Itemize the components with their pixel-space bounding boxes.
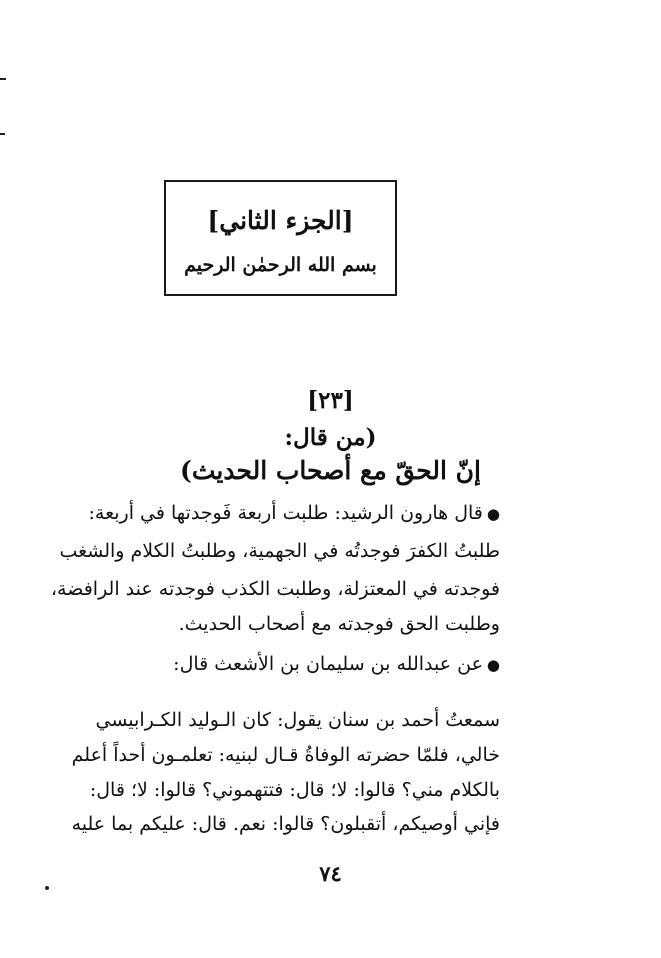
section-heading: إنّ الحقّ مع أصحاب الحديث) xyxy=(180,456,481,485)
section-number: [٢٣] xyxy=(307,387,354,414)
text-line-content: قال هارون الرشيد: طلبت أربعة فَوجدتها في أربعة: xyxy=(88,502,483,524)
text-line: فوجدته في المعتزلة، وطلبت الكذب فوجدته عند الرافضة، xyxy=(50,578,500,600)
text-line: خالي، فلمّا حضرته الوفاةُ قـال لبنيه: تعلمـون أحداً أعلم xyxy=(71,744,500,766)
page-number: ٧٤ xyxy=(319,861,342,886)
text-line: سمعتُ أحمد بن سنان يقول: كان الـوليد الكـرابيسي xyxy=(95,709,500,731)
text-line-content: عن عبدالله بن سليمان بن الأشعث قال: xyxy=(173,653,483,675)
scan-mark xyxy=(0,133,5,135)
bullet-icon: ● xyxy=(486,505,500,523)
section-attribution: (من قال: xyxy=(284,424,377,451)
text-line: وطلبت الحق فوجدته مع أصحاب الحديث. xyxy=(178,613,500,635)
scan-mark xyxy=(0,78,6,80)
part-title: [الجزء الثاني] xyxy=(207,206,354,235)
basmala: بسم الله الرحمٰن الرحيم xyxy=(184,254,377,276)
text-line xyxy=(158,647,500,681)
bullet-icon: ● xyxy=(486,656,500,674)
text-line xyxy=(88,496,500,530)
text-line: فإني أوصيكم، أتقبلون؟ قالوا: نعم. قال: عليكم بما عليه xyxy=(71,813,500,835)
text-line: طلبتُ الكفرَ فوجدتُه في الجهمية، وطلبتُ الكلام والشغب xyxy=(59,540,500,562)
part-title-box xyxy=(164,180,397,296)
text-line: بالكلام مني؟ قالوا: لا؛ قال: فتتهموني؟ قالوا: لا؛ قال: xyxy=(89,779,500,801)
